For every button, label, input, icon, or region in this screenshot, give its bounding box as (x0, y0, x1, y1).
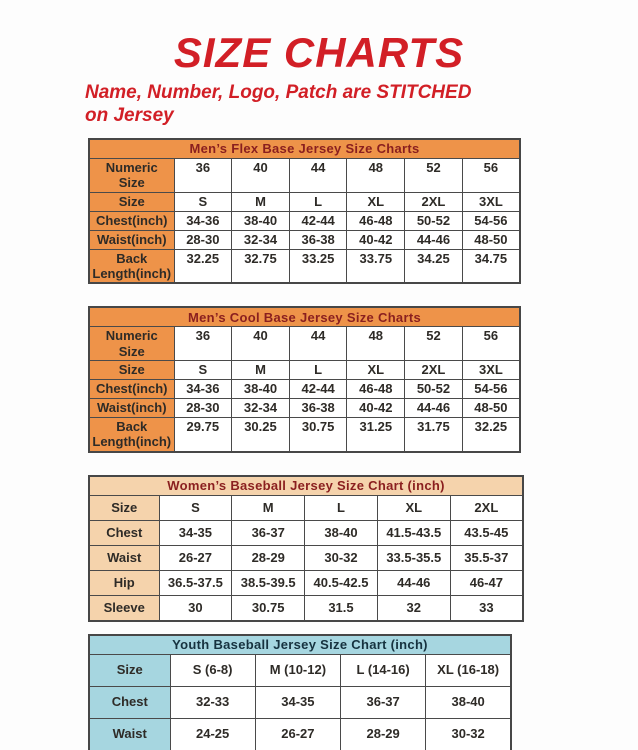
size-cell: 46-48 (347, 211, 405, 230)
size-cell: 28-29 (341, 718, 426, 750)
table-row (89, 159, 520, 193)
table-row (89, 249, 520, 283)
size-cell: 43.5-45 (450, 520, 523, 545)
size-cell: 42-44 (289, 379, 347, 398)
page-title: SIZE CHARTS (173, 29, 465, 76)
tables-container (88, 138, 638, 750)
size-cell: 52 (405, 327, 463, 361)
size-cell: 38-40 (232, 379, 290, 398)
size-cell: 41.5-43.5 (377, 520, 450, 545)
size-cell: 36 (174, 327, 232, 361)
size-cell: 46-47 (450, 570, 523, 595)
size-cell: 30.25 (232, 417, 290, 451)
size-cell: 33.75 (347, 249, 405, 283)
size-cell: 28-30 (174, 230, 232, 249)
womens-baseball-title-row (89, 476, 523, 496)
row-label: Chest (89, 520, 159, 545)
size-cell: 32-33 (170, 686, 255, 718)
size-cell: 54-56 (462, 211, 520, 230)
mens-cool-base-title: Men’s Cool Base Jersey Size Charts (89, 307, 520, 327)
youth-baseball-title-row (89, 635, 511, 655)
size-cell: 26-27 (255, 718, 340, 750)
size-cell: 44 (289, 159, 347, 193)
mens-flex-base-title-row (89, 139, 520, 159)
size-cell: 32-34 (232, 230, 290, 249)
size-cell: 32.25 (174, 249, 232, 283)
size-cell: 48 (347, 159, 405, 193)
size-cell: 40.5-42.5 (305, 570, 378, 595)
table-row (89, 520, 523, 545)
size-cell: 34.75 (462, 249, 520, 283)
size-cell: L (305, 495, 378, 520)
row-label: Waist(inch) (89, 230, 174, 249)
size-cell: 2XL (405, 360, 463, 379)
size-cell: 3XL (462, 360, 520, 379)
size-cell: 54-56 (462, 379, 520, 398)
size-cell: 50-52 (405, 379, 463, 398)
table-row (89, 570, 523, 595)
row-label: Back Length(inch) (89, 249, 174, 283)
size-cell: 36-37 (232, 520, 305, 545)
size-cell: 48 (347, 327, 405, 361)
size-cell: 52 (405, 159, 463, 193)
row-label: Hip (89, 570, 159, 595)
size-cell: L (289, 360, 347, 379)
size-cell: M (232, 192, 290, 211)
size-cell: 44-46 (377, 570, 450, 595)
size-cell: 38.5-39.5 (232, 570, 305, 595)
size-cell: 30-32 (426, 718, 511, 750)
size-cell: 40-42 (347, 398, 405, 417)
size-cell: XL (347, 360, 405, 379)
row-label: Waist (89, 545, 159, 570)
size-cell: 33 (450, 595, 523, 621)
row-label: Back Length(inch) (89, 417, 174, 451)
size-cell: 26-27 (159, 545, 232, 570)
table-row (89, 192, 520, 211)
size-cell: 50-52 (405, 211, 463, 230)
size-cell: 36 (174, 159, 232, 193)
table-row (89, 718, 511, 750)
page-subtitle (85, 82, 555, 127)
size-cell: 36-38 (289, 398, 347, 417)
row-label: Size (89, 654, 170, 686)
size-cell: 40 (232, 327, 290, 361)
size-cell: 48-50 (462, 398, 520, 417)
table-row (89, 545, 523, 570)
size-cell: 3XL (462, 192, 520, 211)
womens-baseball-title: Women’s Baseball Jersey Size Chart (inch) (89, 476, 523, 496)
row-label: Numeric Size (89, 159, 174, 193)
size-cell: 44-46 (405, 398, 463, 417)
row-label: Size (89, 360, 174, 379)
size-cell: 30.75 (289, 417, 347, 451)
size-cell: 33.5-35.5 (377, 545, 450, 570)
size-cell: 36-37 (341, 686, 426, 718)
size-cell: S (174, 360, 232, 379)
row-label: Waist(inch) (89, 398, 174, 417)
size-cell: 30.75 (232, 595, 305, 621)
row-label: Size (89, 495, 159, 520)
table-row (89, 686, 511, 718)
size-cell: XL (377, 495, 450, 520)
row-label: Chest (89, 686, 170, 718)
size-cell: 56 (462, 327, 520, 361)
size-cell: 30-32 (305, 545, 378, 570)
size-cell: 31.5 (305, 595, 378, 621)
size-cell: 2XL (450, 495, 523, 520)
mens-cool-base-title-row (89, 307, 520, 327)
size-cell: 36.5-37.5 (159, 570, 232, 595)
size-cell: S (6-8) (170, 654, 255, 686)
size-cell: 31.25 (347, 417, 405, 451)
size-cell: S (174, 192, 232, 211)
size-cell: 56 (462, 159, 520, 193)
size-cell: 34-35 (255, 686, 340, 718)
table-row (89, 654, 511, 686)
size-cell: 32-34 (232, 398, 290, 417)
size-cell: 36-38 (289, 230, 347, 249)
table-row (89, 211, 520, 230)
row-label: Sleeve (89, 595, 159, 621)
size-cell: 38-40 (305, 520, 378, 545)
mens-cool-base-table (88, 306, 521, 452)
table-row (89, 417, 520, 451)
size-cell: 38-40 (232, 211, 290, 230)
table-row (89, 230, 520, 249)
size-cell: 32 (377, 595, 450, 621)
youth-baseball-table (88, 634, 512, 750)
size-cell: 38-40 (426, 686, 511, 718)
size-cell: 31.75 (405, 417, 463, 451)
size-cell: L (14-16) (341, 654, 426, 686)
size-cell: 32.25 (462, 417, 520, 451)
row-label: Waist (89, 718, 170, 750)
size-cell: 44 (289, 327, 347, 361)
size-cell: 34-36 (174, 211, 232, 230)
mens-flex-base-title: Men’s Flex Base Jersey Size Charts (89, 139, 520, 159)
size-cell: 44-46 (405, 230, 463, 249)
womens-baseball-table (88, 475, 524, 622)
size-cell: 30 (159, 595, 232, 621)
size-cell: M (232, 495, 305, 520)
subtitle-line-1: Name, Number, Logo, Patch are STITCHED (85, 82, 472, 104)
table-row (89, 360, 520, 379)
size-cell: 28-30 (174, 398, 232, 417)
size-cell: L (289, 192, 347, 211)
youth-baseball-title: Youth Baseball Jersey Size Chart (inch) (89, 635, 511, 655)
size-cell: M (10-12) (255, 654, 340, 686)
table-row (89, 379, 520, 398)
size-cell: 46-48 (347, 379, 405, 398)
size-cell: 40 (232, 159, 290, 193)
size-cell: 34-35 (159, 520, 232, 545)
subtitle-line-2: on Jersey (85, 104, 174, 126)
size-cell: 48-50 (462, 230, 520, 249)
size-cell: 29.75 (174, 417, 232, 451)
table-row (89, 495, 523, 520)
size-cell: S (159, 495, 232, 520)
size-cell: 42-44 (289, 211, 347, 230)
size-cell: M (232, 360, 290, 379)
table-row (89, 327, 520, 361)
size-cell: 34.25 (405, 249, 463, 283)
table-row (89, 595, 523, 621)
size-cell: 40-42 (347, 230, 405, 249)
size-cell: 24-25 (170, 718, 255, 750)
size-cell: 2XL (405, 192, 463, 211)
size-cell: 32.75 (232, 249, 290, 283)
row-label: Chest(inch) (89, 379, 174, 398)
mens-flex-base-table (88, 138, 521, 284)
row-label: Size (89, 192, 174, 211)
row-label: Chest(inch) (89, 211, 174, 230)
size-cell: XL (347, 192, 405, 211)
size-cell: 28-29 (232, 545, 305, 570)
row-label: Numeric Size (89, 327, 174, 361)
size-cell: XL (16-18) (426, 654, 511, 686)
table-row (89, 398, 520, 417)
size-cell: 35.5-37 (450, 545, 523, 570)
size-cell: 33.25 (289, 249, 347, 283)
size-cell: 34-36 (174, 379, 232, 398)
